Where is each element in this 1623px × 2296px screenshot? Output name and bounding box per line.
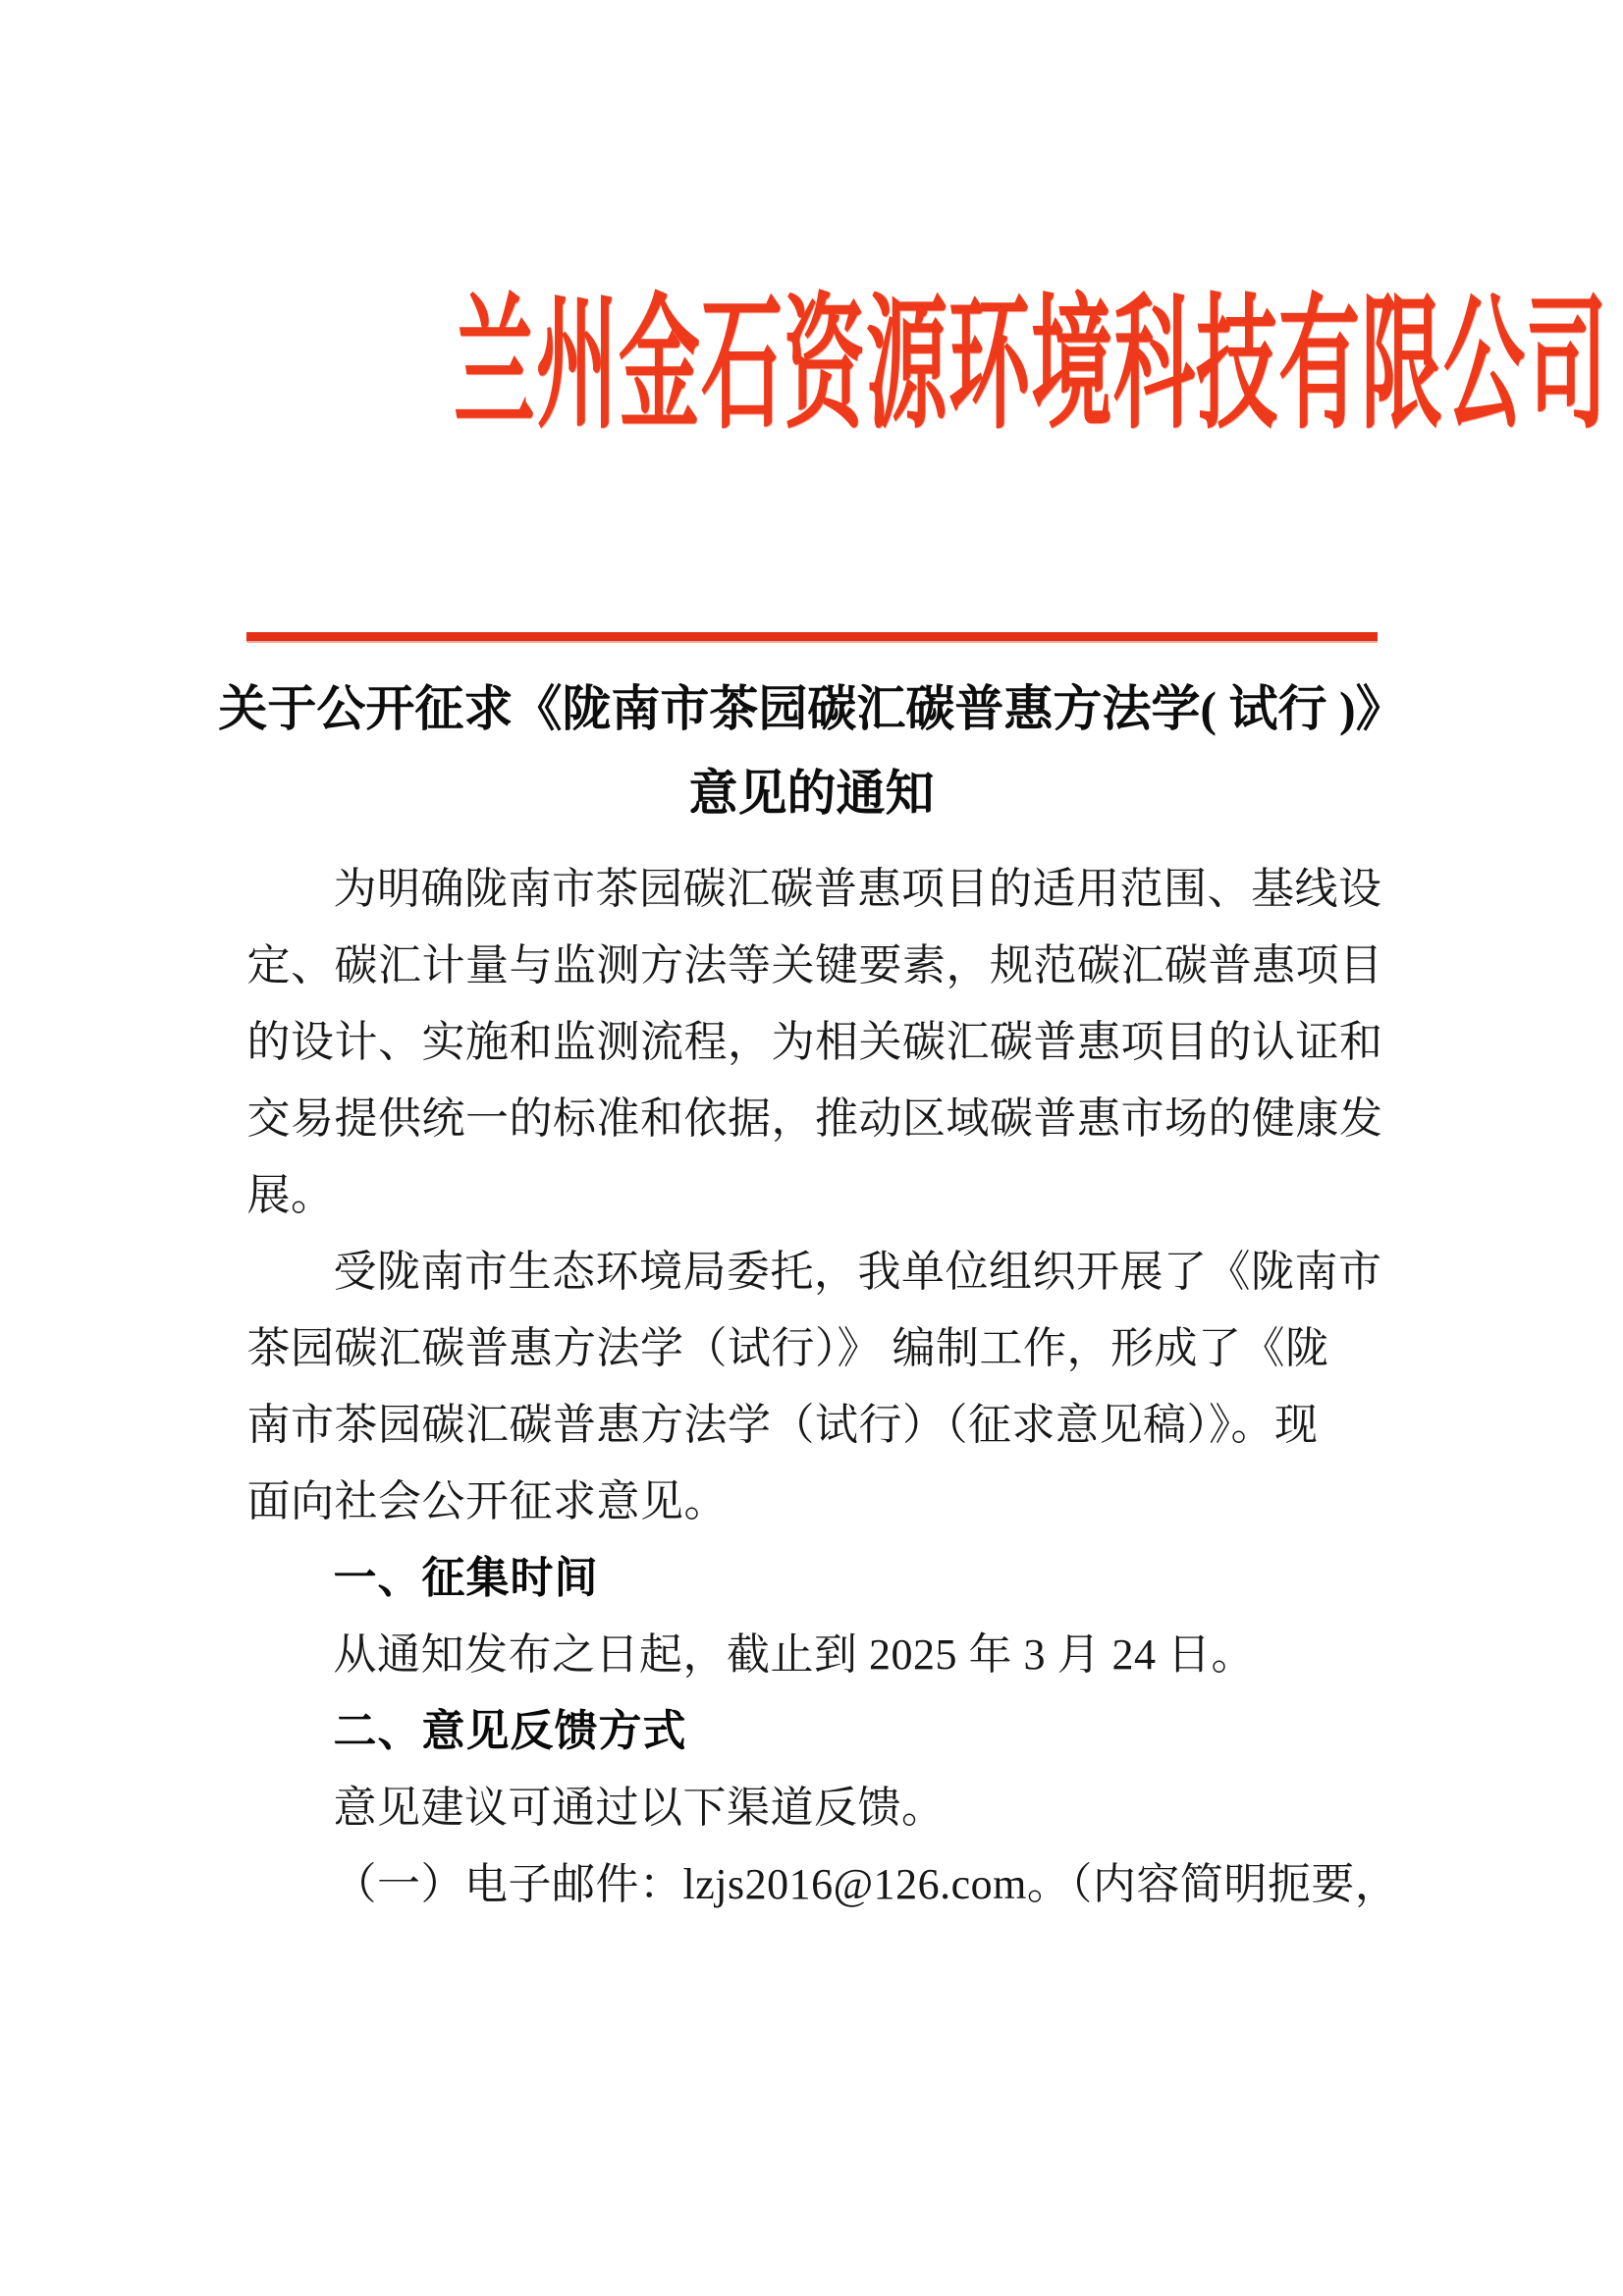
notice-title-line2: 意见的通知 <box>688 766 935 821</box>
body-line: 交易提供统一的标准和依据，推动区域碳普惠市场的健康发 <box>246 1095 1383 1143</box>
body-line: 意见建议可通过以下渠道反馈。 <box>333 1784 946 1832</box>
body-line: （一）电子邮件：lzjs2016@126.com。（内容简明扼要， <box>333 1860 1399 1908</box>
body-line: 从通知发布之日起，截止到 2025 年 3 月 24 日。 <box>333 1630 1255 1679</box>
body-line: 为明确陇南市茶园碳汇碳普惠项目的适用范围、基线设 <box>333 865 1382 913</box>
body-line: 定、碳汇计量与监测方法等关键要素，规范碳汇碳普惠项目 <box>246 941 1383 989</box>
notice-title <box>203 667 1421 835</box>
notice-title-line1: 关于公开征求《陇南市茶园碳汇碳普惠方法学( 试行 )》 <box>218 681 1405 736</box>
notice-body <box>246 851 1399 1923</box>
body-line: 受陇南市生态环境局委托，我单位组织开展了《陇南市 <box>333 1248 1382 1296</box>
letterhead-rule <box>246 632 1378 641</box>
body-line: 的设计、实施和监测流程，为相关碳汇碳普惠项目的认证和 <box>246 1018 1383 1066</box>
section-heading: 二、意见反馈方式 <box>333 1707 687 1755</box>
body-line: 展。 <box>246 1171 335 1219</box>
body-line: 面向社会公开征求意见。 <box>246 1477 728 1525</box>
company-name: 兰州金石资源环境科技有限公司 <box>454 286 1608 447</box>
body-line: 茶园碳汇碳普惠方法学（试行）》 编制工作，形成了《陇 <box>246 1324 1329 1372</box>
letterhead <box>0 0 1623 447</box>
body-line: 南市茶园碳汇碳普惠方法学（试行）（征求意见稿）》。现 <box>246 1401 1319 1449</box>
section-heading: 一、征集时间 <box>333 1554 599 1602</box>
